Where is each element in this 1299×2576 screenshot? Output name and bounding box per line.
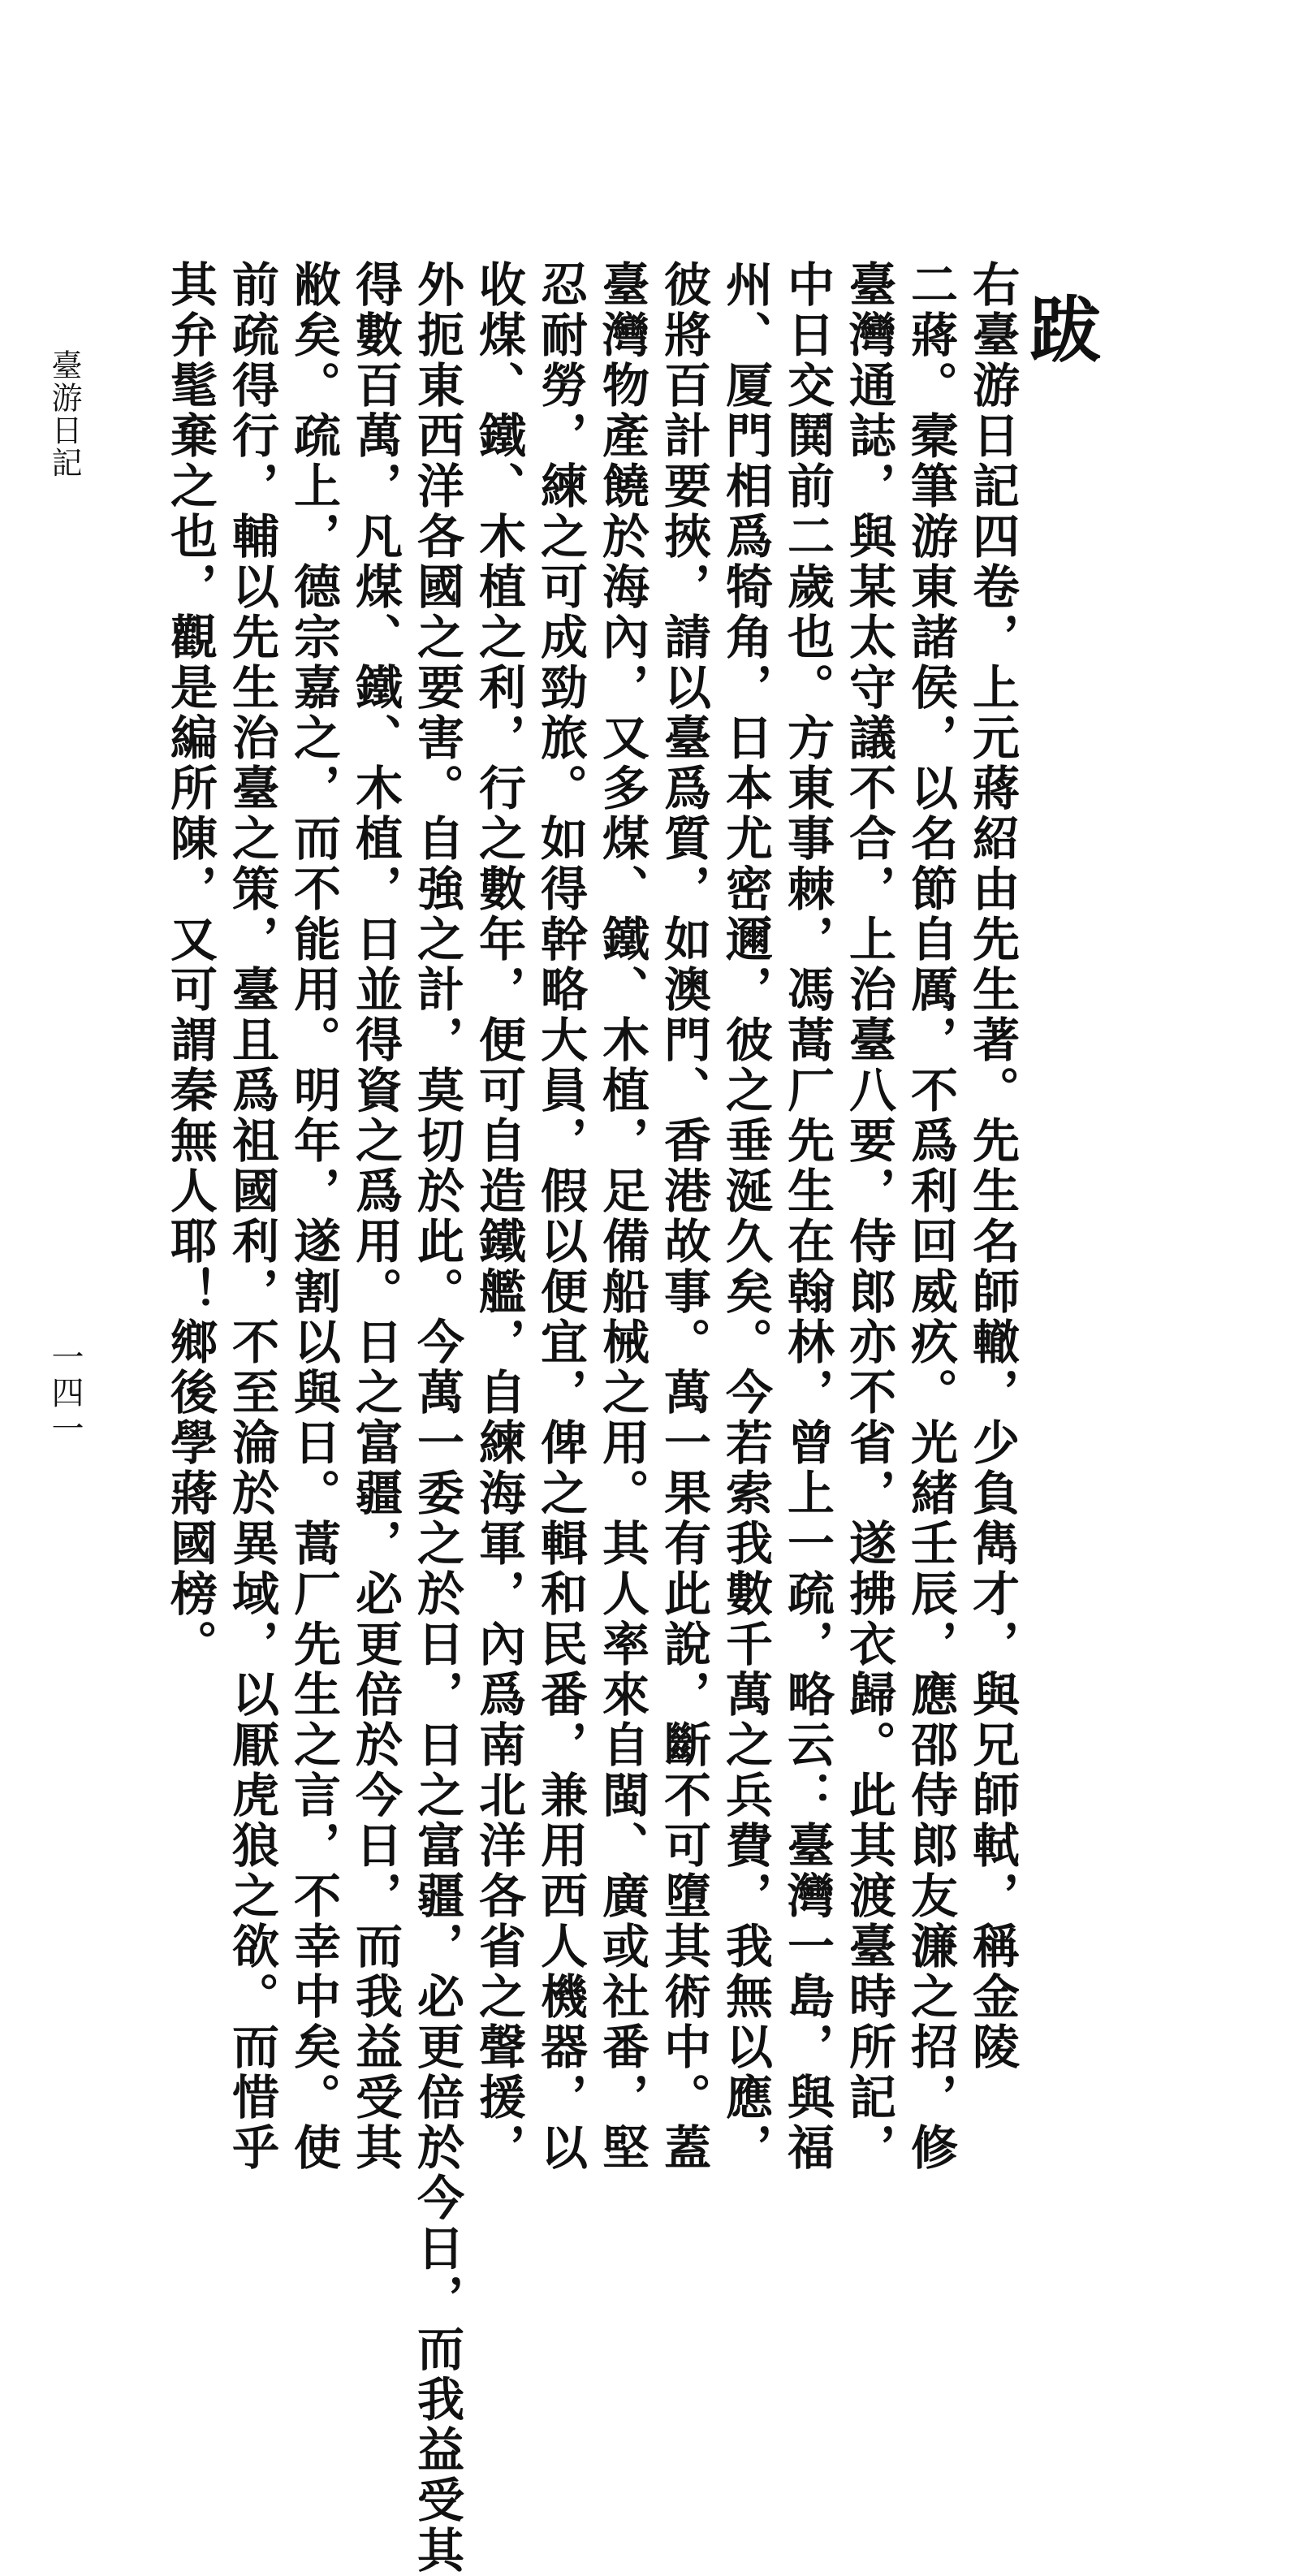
text-column: 其弁髦棄之也，觀是編所陳，又可謂秦無人耶！鄉後學蔣國榜。: [162, 260, 218, 1670]
text-column: 忍耐勞，練之可成勁旅。如得幹略大員，假以便宜，俾之輯和民番，兼用西人機器，以: [533, 260, 588, 2173]
text-column: 中日交鬨前二歲也。方東事棘，馮蒿厂先生在翰林，曾上一疏，略云：臺灣一島，與福: [779, 260, 835, 2173]
text-column: 敝矣。疏上，德宗嘉之，而不能用。明年，遂割以與日。蒿厂先生之言，不幸中矣。使: [286, 260, 341, 2173]
text-column: 臺灣物產饒於海內，又多煤、鐵、木植，足備船械之用。其人率來自閩、廣或社番，堅: [594, 260, 650, 2173]
text-column: 臺灣通誌，與某太守議不合，上治臺八要，侍郎亦不省，遂拂衣歸。此其渡臺時所記，: [841, 260, 896, 2173]
page-number: 一四一: [46, 1340, 84, 1447]
text-column: 州、厦門相爲犄角，日本尤密邇，彼之垂涎久矣。今若索我數千萬之兵費，我無以應，: [718, 260, 773, 2173]
text-column: 彼將百計要挾，請以臺爲質，如澳門、香港故事。萬一果有此說，斷不可墮其術中。蓋: [656, 260, 711, 2173]
running-title: 臺游日記: [46, 349, 82, 479]
text-column: 外扼東西洋各國之要害。自強之計，莫切於此。今萬一委之於日，日之富疆，必更倍於今日，而我益受其: [409, 260, 464, 2576]
body-text: [159, 260, 1023, 2576]
text-column: 得數百萬，凡煤、鐵、木植，日並得資之爲用。日之富疆，必更倍於今日，而我益受其: [347, 260, 403, 2173]
text-column: 二蔣。槖筆游東諸侯，以名節自厲，不爲利回威疚。光緒壬辰，應邵侍郎友濂之招，修: [903, 260, 958, 2173]
text-column: 前疏得行，輔以先生治臺之策，臺且爲祖國利，不至淪於異域，以厭虎狼之欲。而惜乎: [224, 260, 279, 2173]
page-title: 跋: [1018, 292, 1103, 364]
text-column: 收煤、鐵、木植之利，行之數年，便可自造鐵艦，自練海軍，內爲南北洋各省之聲援，: [471, 260, 526, 2173]
text-column: 右臺游日記四卷，上元蔣紹由先生著。先生名師轍，少負雋才，與兄師軾，稱金陵: [965, 260, 1020, 2072]
